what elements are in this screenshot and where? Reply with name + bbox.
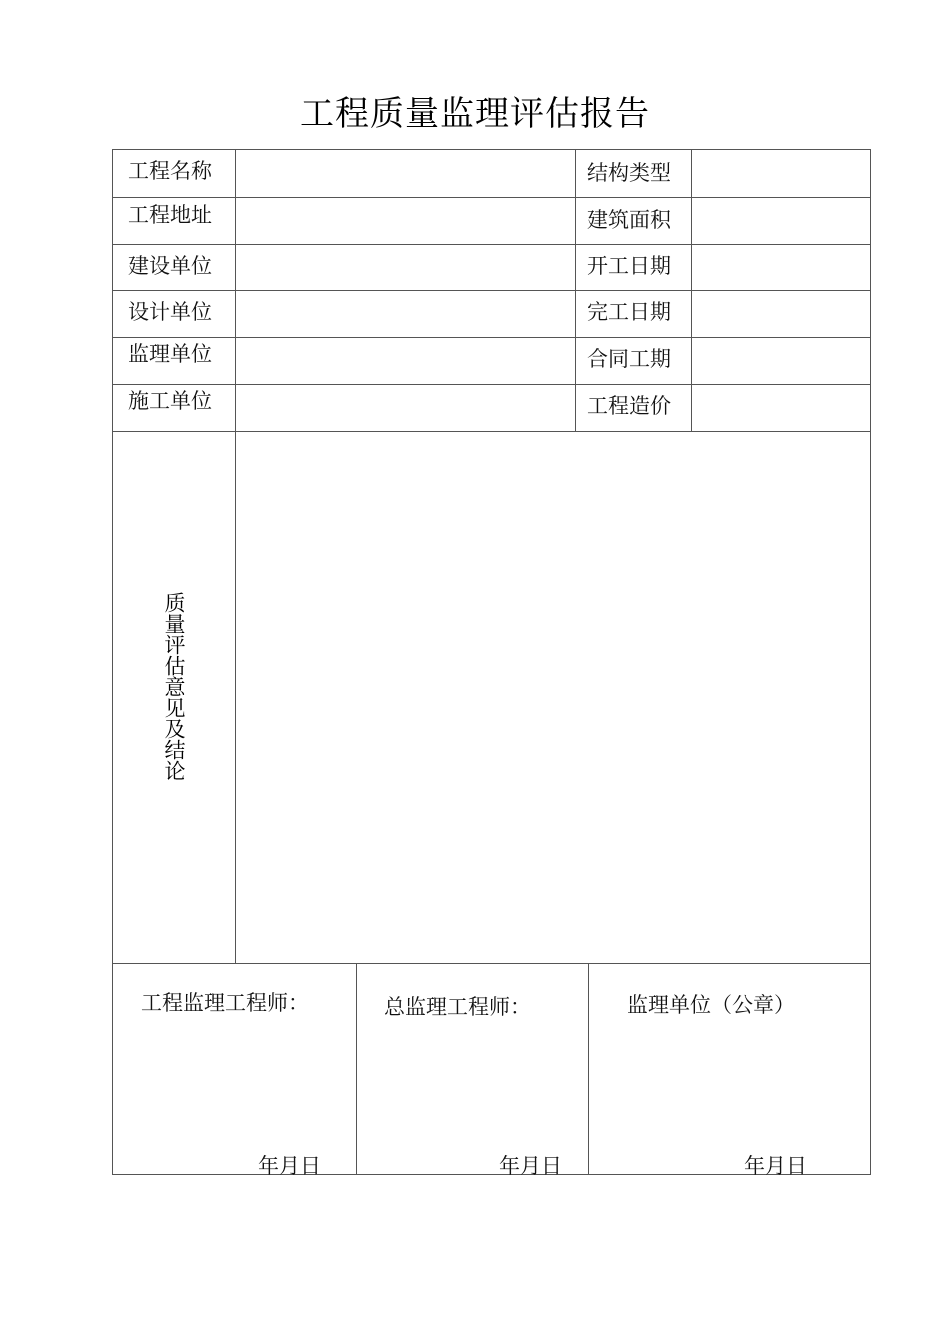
field-label-project-name: 工程名称 <box>128 159 212 183</box>
table-rule <box>588 963 589 1175</box>
field-label-structure-type: 结构类型 <box>587 161 671 185</box>
assessment-content-area[interactable] <box>236 432 870 963</box>
project-name-value-cell[interactable] <box>236 150 575 197</box>
contract-period-value-cell[interactable] <box>692 338 870 384</box>
field-label-construction-unit: 施工单位 <box>128 389 212 413</box>
field-label-project-cost: 工程造价 <box>587 394 671 418</box>
field-label-owner-unit: 建设单位 <box>128 254 212 278</box>
completion-date-value-cell[interactable] <box>692 291 870 337</box>
assessment-section-label: 质量评估意见及结论 <box>162 592 186 781</box>
table-rule <box>356 963 357 1175</box>
start-date-value-cell[interactable] <box>692 245 870 290</box>
structure-type-value-cell[interactable] <box>692 150 870 197</box>
construction-unit-value-cell[interactable] <box>236 385 575 431</box>
field-label-project-address: 工程地址 <box>128 203 212 227</box>
field-label-start-date: 开工日期 <box>587 254 671 278</box>
chief-engineer-signature-label: 总监理工程师： <box>384 995 531 1019</box>
engineer-signature-date: 年月日 <box>258 1154 321 1178</box>
table-rule <box>870 149 871 1175</box>
supervision-unit-seal-label: 监理单位（公章） <box>627 993 795 1017</box>
chief-engineer-signature-date: 年月日 <box>499 1154 562 1178</box>
table-rule <box>112 149 113 1175</box>
supervision-unit-value-cell[interactable] <box>236 338 575 384</box>
supervision-unit-seal-date: 年月日 <box>744 1154 807 1178</box>
design-unit-value-cell[interactable] <box>236 291 575 337</box>
table-rule <box>575 149 576 432</box>
table-rule <box>112 963 871 964</box>
project-address-value-cell[interactable] <box>236 198 575 244</box>
field-label-building-area: 建筑面积 <box>587 208 671 232</box>
engineer-signature-label: 工程监理工程师： <box>141 991 309 1015</box>
project-cost-value-cell[interactable] <box>692 385 870 431</box>
owner-unit-value-cell[interactable] <box>236 245 575 290</box>
field-label-design-unit: 设计单位 <box>128 300 212 324</box>
field-label-supervision-unit: 监理单位 <box>128 342 212 366</box>
field-label-contract-period: 合同工期 <box>587 347 671 371</box>
building-area-value-cell[interactable] <box>692 198 870 244</box>
page-title: 工程质量监理评估报告 <box>300 94 650 134</box>
field-label-completion-date: 完工日期 <box>587 300 671 324</box>
